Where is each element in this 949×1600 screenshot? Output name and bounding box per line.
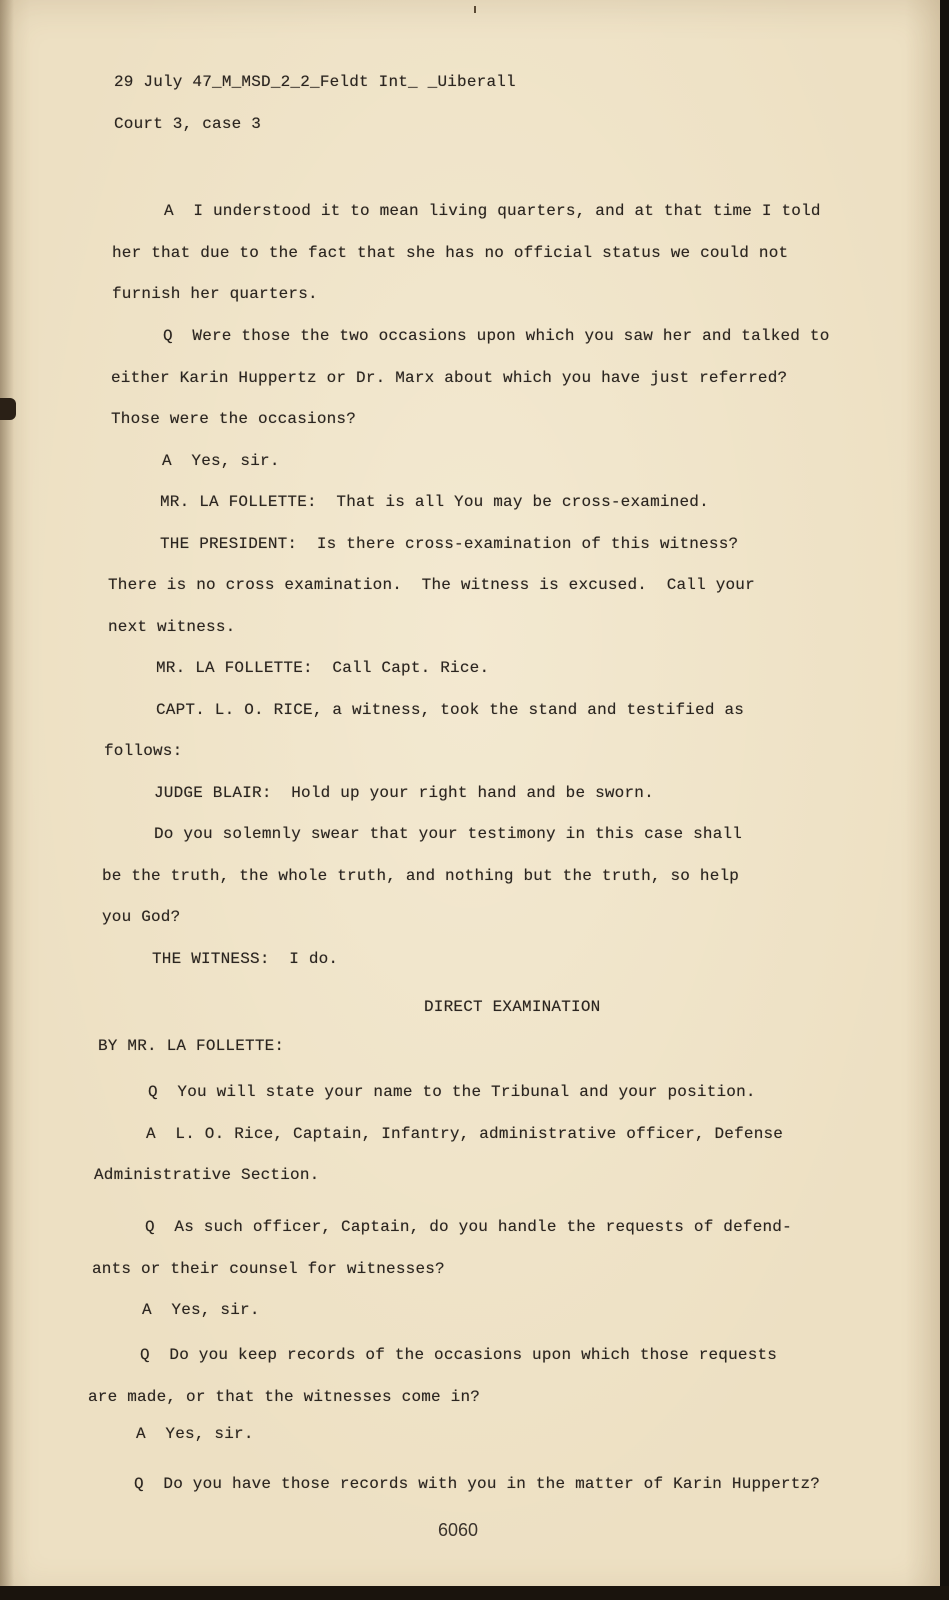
page-number: 6060 — [438, 1520, 479, 1540]
transcript-line: Q You will state your name to the Tribunal and your position. — [148, 1083, 756, 1101]
transcript-line: are made, or that the witnesses come in? — [88, 1388, 481, 1406]
transcript-line: THE WITNESS: I do. — [152, 950, 339, 968]
transcript-line: her that due to the fact that she has no official status we could not — [112, 244, 789, 262]
transcript-line: A Yes, sir. — [142, 1301, 260, 1319]
transcript-line: There is no cross examination. The witness is excused. Call your — [108, 576, 755, 594]
transcript-line: Administrative Section. — [94, 1166, 320, 1184]
transcript-line: THE PRESIDENT: Is there cross-examination of this witness? — [160, 535, 739, 553]
transcript-line: be the truth, the whole truth, and nothing but the truth, so help — [102, 867, 740, 885]
transcript-line: A Yes, sir. — [136, 1425, 254, 1443]
transcript-line: Q Do you have those records with you in the matter of Karin Huppertz? — [134, 1475, 821, 1493]
transcript-line: A Yes, sir. — [162, 452, 280, 470]
transcript-line: either Karin Huppertz or Dr. Marx about which you have just referred? — [111, 369, 788, 387]
transcript-line: CAPT. L. O. RICE, a witness, took the stand and testified as — [156, 701, 745, 719]
transcript-line: follows: — [104, 742, 183, 760]
transcript-line: A I understood it to mean living quarters, and at that time I told — [164, 202, 821, 220]
transcript-line: JUDGE BLAIR: Hold up your right hand and be sworn. — [154, 784, 654, 802]
transcript-line: next witness. — [108, 618, 236, 636]
transcript-line: BY MR. LA FOLLETTE: — [98, 1037, 285, 1055]
transcript-line: Q As such officer, Captain, do you handle the requests of defend- — [145, 1218, 792, 1236]
page-edge-shadow — [0, 0, 14, 1598]
transcript-line: Q Do you keep records of the occasions upon which those requests — [140, 1346, 778, 1364]
transcript-line: Q Were those the two occasions upon which you saw her and talked to — [163, 327, 830, 345]
binder-punch-mark — [0, 398, 16, 420]
section-heading: DIRECT EXAMINATION — [424, 998, 601, 1016]
transcript-line: MR. LA FOLLETTE: That is all You may be cross-examined. — [160, 493, 709, 511]
header-line-1: 29 July 47_M_MSD_2_2_Feldt Int_ _Uiberall — [114, 73, 516, 91]
transcript-line: furnish her quarters. — [112, 285, 318, 303]
top-tick-mark — [474, 6, 476, 13]
transcript-line: you God? — [102, 908, 181, 926]
transcript-line: MR. LA FOLLETTE: Call Capt. Rice. — [156, 659, 490, 677]
transcript-line: Those were the occasions? — [111, 410, 357, 428]
header-line-2: Court 3, case 3 — [114, 115, 262, 133]
transcript-line: ants or their counsel for witnesses? — [92, 1260, 445, 1278]
scan-bottom-edge — [0, 1586, 949, 1600]
transcript-line: A L. O. Rice, Captain, Infantry, administrative officer, Defense — [146, 1125, 784, 1143]
transcript-line: Do you solemnly swear that your testimony in this case shall — [154, 825, 743, 843]
